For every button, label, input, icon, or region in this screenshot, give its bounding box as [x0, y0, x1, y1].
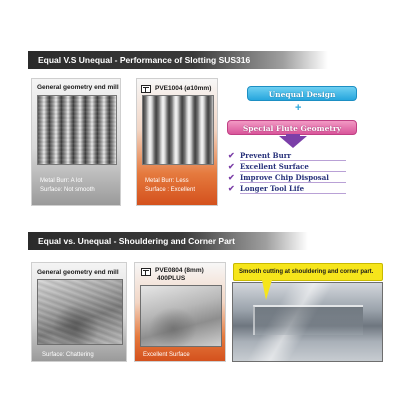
benefit-underline: [240, 193, 346, 194]
benefit-text: Longer Tool Life: [240, 184, 305, 193]
slotting-photo-rough: [37, 95, 117, 165]
benefit-item: [228, 172, 346, 183]
shoulder-photo-chattering: [37, 279, 123, 345]
benefit-text: Improve Chip Disposal: [240, 173, 329, 182]
card-title-line-1: PVE0804 (8mm): [155, 267, 204, 274]
card-title: General geometry end mill: [37, 269, 119, 276]
metal-burr-caption: Metal Burr: Less: [145, 178, 189, 184]
unequal-design-label: Unequal Design: [247, 86, 357, 101]
benefit-item: [228, 161, 346, 172]
smooth-cutting-callout: Smooth cutting at shouldering and corner part.: [233, 263, 383, 281]
surface-caption: Excellent Surface: [143, 352, 190, 358]
pve0804-card: [134, 262, 226, 362]
benefit-text: Prevent Burr: [240, 151, 292, 160]
benefit-item: [228, 150, 346, 161]
plus-icon: +: [295, 102, 302, 114]
corner-closeup-photo: [232, 282, 383, 362]
pve1004-card: [136, 78, 218, 206]
logo-box-icon: [141, 85, 151, 93]
special-flute-geometry-label: Special Flute Geometry: [227, 120, 357, 135]
down-arrow-icon: [279, 136, 307, 148]
metal-burr-caption: Metal Burr: A lot: [40, 178, 83, 184]
surface-caption: Surface : Excellent: [145, 187, 196, 193]
benefit-list: [228, 150, 346, 194]
section-1-header: Equal V.S Unequal - Performance of Slotting SUS316: [28, 51, 328, 69]
card-title: PVE1004 (ø10mm): [155, 85, 212, 92]
logo-box-icon: [141, 268, 151, 276]
surface-caption: Surface: Not smooth: [40, 187, 95, 193]
check-icon: ✔: [228, 173, 235, 182]
slotting-photo-smooth: [142, 95, 214, 165]
general-geometry-card-top: [31, 78, 121, 206]
check-icon: ✔: [228, 162, 235, 171]
section-2-header: Equal vs. Unequal - Shouldering and Corner Part: [28, 232, 308, 250]
callout-pointer: [262, 280, 272, 300]
card-title-line-2: 400PLUS: [157, 275, 186, 282]
check-icon: ✔: [228, 151, 235, 160]
shoulder-photo-smooth: [140, 285, 222, 347]
corner-edge-detail: [253, 305, 363, 335]
benefit-text: Excellent Surface: [240, 162, 309, 171]
card-title: General geometry end mill: [37, 84, 119, 91]
surface-caption: Surface: Chattering: [42, 352, 94, 358]
check-icon: ✔: [228, 184, 235, 193]
general-geometry-card-bottom: [31, 262, 127, 362]
benefit-item: [228, 183, 346, 194]
